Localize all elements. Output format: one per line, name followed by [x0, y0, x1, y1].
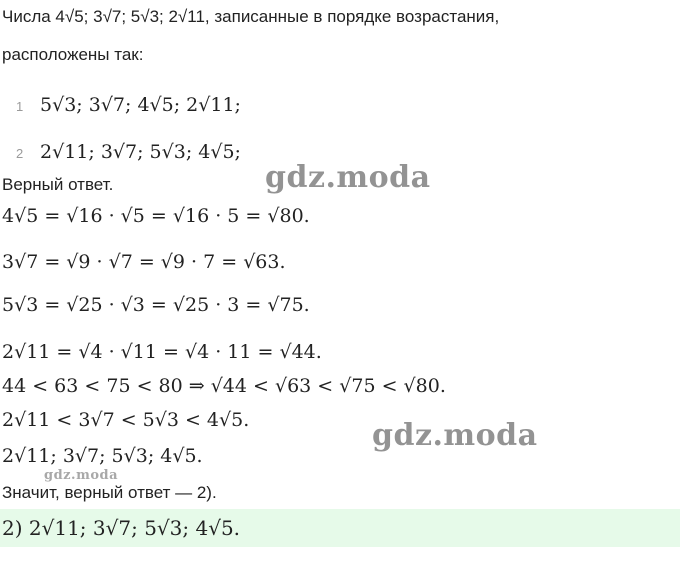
watermark-logo: gdz.moda [265, 160, 431, 195]
option-2-text[interactable]: 2√11; 3√7; 5√3; 4√5; [40, 141, 241, 163]
option-2-number: 2 [16, 146, 24, 161]
watermark-logo: gdz.moda [372, 418, 538, 453]
solution-line-4: 2√11 = √4 · √11 = √4 · 11 = √44. [2, 341, 322, 363]
solution-line-5: 44 < 63 < 75 < 80 ⇒ √44 < √63 < √75 < √80. [2, 375, 446, 397]
solution-heading: Верный ответ. [2, 175, 114, 194]
solution-line-3: 5√3 = √25 · √3 = √25 · 3 = √75. [2, 294, 310, 316]
question-line-1: Числа 4√5; 3√7; 5√3; 2√11, записанные в порядке возрастания, [2, 7, 500, 26]
solution-line-1: 4√5 = √16 · √5 = √16 · 5 = √80. [2, 205, 310, 227]
solution-line-6: 2√11 < 3√7 < 5√3 < 4√5. [2, 409, 250, 431]
solution-line-7: 2√11; 3√7; 5√3; 4√5. [2, 445, 203, 467]
option-1-number: 1 [16, 99, 24, 114]
option-1-text[interactable]: 5√3; 3√7; 4√5; 2√11; [40, 94, 241, 116]
solution-conclusion: Значит, верный ответ — 2). [2, 483, 217, 502]
question-line-2: расположены так: [2, 45, 144, 64]
solution-line-2: 3√7 = √9 · √7 = √9 · 7 = √63. [2, 251, 286, 273]
final-answer: 2) 2√11; 3√7; 5√3; 4√5. [2, 516, 241, 540]
watermark-logo-small: gdz.moda [44, 468, 119, 483]
